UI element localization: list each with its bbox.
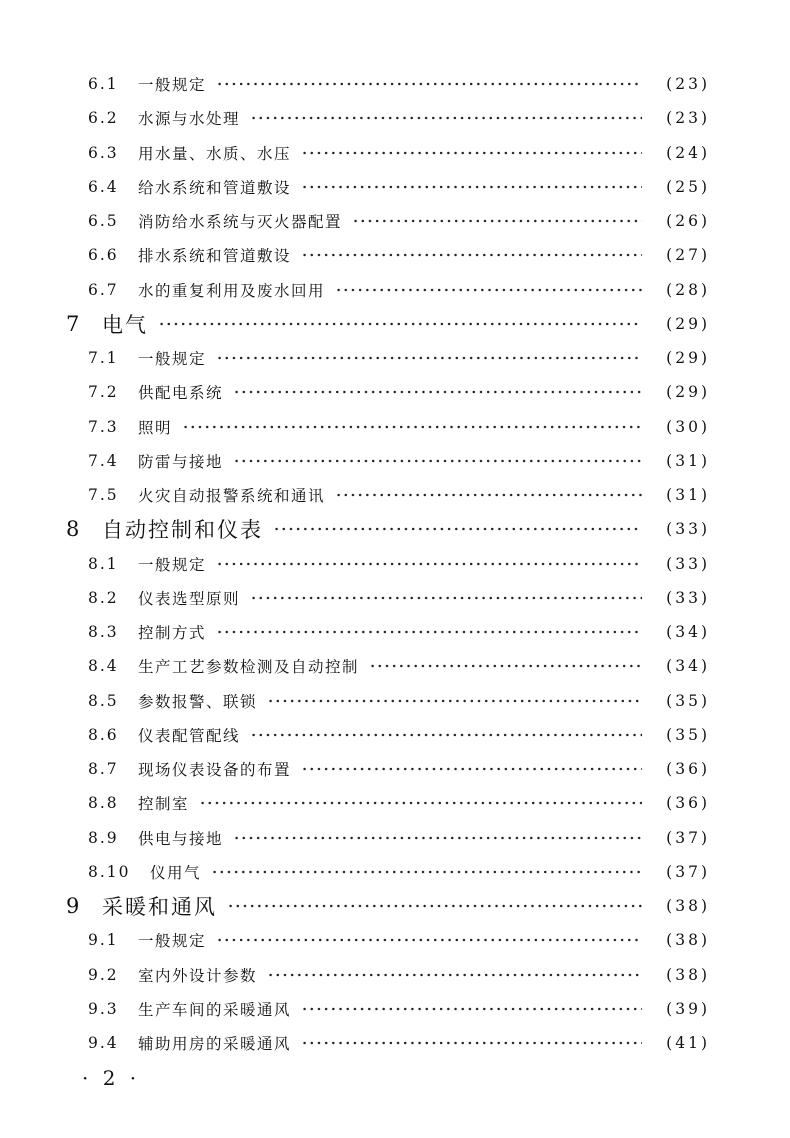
- toc-entry-title: 一般规定: [138, 932, 207, 951]
- toc-page-number: (25): [666, 177, 710, 196]
- toc-section-row: [88, 859, 710, 885]
- dot-leader: [335, 288, 642, 292]
- toc-entry-number: 7.4: [88, 451, 119, 470]
- toc-entry-number: 7.2: [88, 383, 119, 402]
- toc-entry-number: 8.7: [88, 760, 119, 778]
- toc-page-number: (35): [666, 691, 710, 710]
- toc-entry-number: 7.5: [88, 486, 119, 504]
- toc-entry-title: 采暖和通风: [102, 895, 217, 919]
- toc-page-number: (31): [666, 451, 710, 470]
- dot-leader: [233, 459, 642, 463]
- toc-section-row: [88, 585, 710, 611]
- dot-leader: [158, 322, 642, 326]
- toc-page-number: (29): [666, 314, 710, 333]
- toc-section-row: [88, 448, 710, 474]
- toc-entry-title: 供电与接地: [138, 829, 224, 848]
- toc-entry-title: 给水系统和管道敷设: [138, 178, 292, 197]
- toc-entry-title: 排水系统和管道敷设: [138, 247, 292, 266]
- toc-chapter-row: [66, 516, 710, 542]
- toc-entry-number: 6.2: [88, 109, 119, 128]
- toc-entry-number: 8: [66, 517, 82, 542]
- toc-entry-number: 6.5: [88, 212, 119, 230]
- toc-section-row: [88, 140, 710, 166]
- toc-entry-title: 一般规定: [138, 350, 207, 368]
- toc-entry-title: 仪表选型原则: [138, 589, 241, 608]
- toc-page-number: (31): [666, 486, 710, 504]
- toc-entry-title: 火灾自动报警系统和通讯: [138, 487, 326, 505]
- toc-section-row: [88, 825, 710, 851]
- toc-page-number: (33): [666, 588, 710, 607]
- toc-entry-title: 生产车间的采暖通风: [138, 1000, 292, 1019]
- dot-leader: [273, 527, 642, 531]
- toc-section-row: [88, 962, 710, 988]
- toc-entry-number: 8.4: [88, 657, 119, 676]
- dot-leader: [369, 664, 642, 668]
- toc-page-number: (41): [666, 1034, 710, 1052]
- toc-section-row: [88, 756, 710, 782]
- toc-chapter-row: [66, 893, 710, 919]
- dot-leader: [233, 390, 642, 394]
- toc-entry-number: 7.1: [88, 349, 119, 367]
- toc-page-number: (34): [666, 623, 710, 641]
- dot-leader: [250, 733, 642, 737]
- toc-entry-number: 9.1: [88, 931, 119, 950]
- dot-leader: [267, 973, 642, 977]
- toc-section-row: [88, 414, 710, 440]
- toc-section-row: [88, 174, 710, 200]
- toc-entry-number: 8.1: [88, 554, 119, 573]
- dot-leader: [352, 219, 642, 223]
- dot-leader: [301, 151, 642, 155]
- toc-entry-title: 仪表配管配线: [138, 726, 241, 745]
- toc-entry-number: 6.1: [88, 75, 119, 93]
- dot-leader: [199, 801, 642, 805]
- dot-leader: [182, 425, 642, 429]
- dot-leader: [301, 185, 642, 189]
- dot-leader: [233, 836, 642, 840]
- toc-page-number: (28): [666, 280, 710, 299]
- toc-entry-number: 9.3: [88, 999, 119, 1018]
- dot-leader: [301, 767, 642, 771]
- toc-entry-number: 7: [66, 311, 82, 336]
- toc-entry-number: 8.9: [88, 828, 119, 847]
- toc-entry-number: 8.8: [88, 794, 119, 813]
- toc-section-row: [88, 482, 710, 508]
- toc-entry-title: 自动控制和仪表: [102, 518, 263, 543]
- toc-page-number: (38): [666, 965, 710, 984]
- toc-section-row: [88, 242, 710, 268]
- toc-entry-number: 7.3: [88, 417, 119, 436]
- toc-page-number: (36): [666, 760, 710, 778]
- dot-leader: [216, 938, 642, 942]
- toc-page-number: (29): [666, 383, 710, 402]
- toc-entry-title: 室内外设计参数: [138, 966, 258, 985]
- toc-entry-title: 辅助用房的采暖通风: [138, 1035, 292, 1053]
- toc-section-row: [88, 1030, 710, 1056]
- toc-entry-number: 8.6: [88, 725, 119, 744]
- toc-entry-number: 8.3: [88, 623, 119, 641]
- dot-leader: [227, 904, 642, 908]
- toc-entry-number: 6.3: [88, 143, 119, 162]
- toc-entry-title: 用水量、水质、水压: [138, 144, 292, 163]
- toc-section-row: [88, 619, 710, 645]
- toc-section-row: [88, 105, 710, 131]
- toc-entry-number: 9.2: [88, 965, 119, 984]
- toc-entry-title: 一般规定: [138, 555, 207, 574]
- toc-section-row: [88, 551, 710, 577]
- toc-entry-title: 参数报警、联锁: [138, 692, 258, 711]
- toc-entry-title: 防雷与接地: [138, 452, 224, 471]
- toc-entry-title: 照明: [138, 418, 173, 437]
- toc-section-row: [88, 379, 710, 405]
- page-number-footer: · 2 ·: [82, 1066, 141, 1090]
- dot-leader: [216, 82, 642, 86]
- toc-page-number: (33): [666, 520, 710, 539]
- toc-section-row: [88, 688, 710, 714]
- toc-section-row: [88, 208, 710, 234]
- dot-leader: [250, 596, 642, 600]
- toc-page-number: (39): [666, 999, 710, 1018]
- dot-leader: [250, 116, 642, 120]
- toc-section-row: [88, 277, 710, 303]
- toc-page-number: (37): [666, 828, 710, 847]
- toc-page-number: (35): [666, 725, 710, 744]
- toc-section-row: [88, 653, 710, 679]
- toc-page-number: (23): [666, 75, 710, 93]
- toc-page-number: (38): [666, 897, 710, 915]
- toc-page-number: (24): [666, 143, 710, 162]
- toc-entry-number: 9.4: [88, 1034, 119, 1052]
- toc-chapter-row: [66, 311, 710, 337]
- toc-entry-title: 控制方式: [138, 624, 207, 642]
- toc-page-number: (38): [666, 931, 710, 950]
- toc-section-row: [88, 71, 710, 97]
- dot-leader: [301, 253, 642, 257]
- toc-page-number: (36): [666, 794, 710, 813]
- toc-entry-title: 现场仪表设备的布置: [138, 761, 292, 779]
- toc-entry-number: 9: [66, 894, 82, 918]
- toc-page-number: (37): [666, 862, 710, 881]
- toc-entry-title: 水源与水处理: [138, 110, 241, 129]
- toc-page-number: (23): [666, 109, 710, 128]
- toc-page-number: (34): [666, 657, 710, 676]
- toc-section-row: [88, 722, 710, 748]
- toc-entry-title: 供配电系统: [138, 384, 224, 403]
- toc-page-number: (26): [666, 212, 710, 230]
- toc-entry-number: 8.5: [88, 691, 119, 710]
- toc-page-number: (30): [666, 417, 710, 436]
- dot-leader: [216, 562, 642, 566]
- dot-leader: [216, 630, 642, 634]
- toc-entry-title: 电气: [102, 312, 148, 337]
- toc-entry-number: 8.2: [88, 588, 119, 607]
- toc-section-row: [88, 996, 710, 1022]
- toc-entry-title: 一般规定: [138, 76, 207, 94]
- toc-entry-title: 消防给水系统与灭火器配置: [138, 213, 343, 231]
- toc-section-row: [88, 790, 710, 816]
- toc-entry-number: 6.6: [88, 246, 119, 265]
- toc-entry-number: 6.7: [88, 280, 119, 299]
- dot-leader: [301, 1007, 642, 1011]
- toc-page-number: (29): [666, 349, 710, 367]
- dot-leader: [267, 699, 642, 703]
- toc-entry-title: 水的重复利用及废水回用: [138, 281, 326, 300]
- dot-leader: [216, 356, 642, 360]
- toc-section-row: [88, 927, 710, 953]
- toc-entry-title: 控制室: [138, 795, 190, 814]
- toc-entry-title: 仪用气: [150, 863, 202, 882]
- toc-page-number: (33): [666, 554, 710, 573]
- dot-leader: [335, 493, 642, 497]
- toc-entry-number: 6.4: [88, 177, 119, 196]
- toc-section-row: [88, 345, 710, 371]
- dot-leader: [301, 1041, 642, 1045]
- toc-entry-number: 8.10: [88, 862, 131, 881]
- dot-leader: [211, 870, 642, 874]
- toc-page-number: (27): [666, 246, 710, 265]
- toc-entry-title: 生产工艺参数检测及自动控制: [138, 658, 360, 677]
